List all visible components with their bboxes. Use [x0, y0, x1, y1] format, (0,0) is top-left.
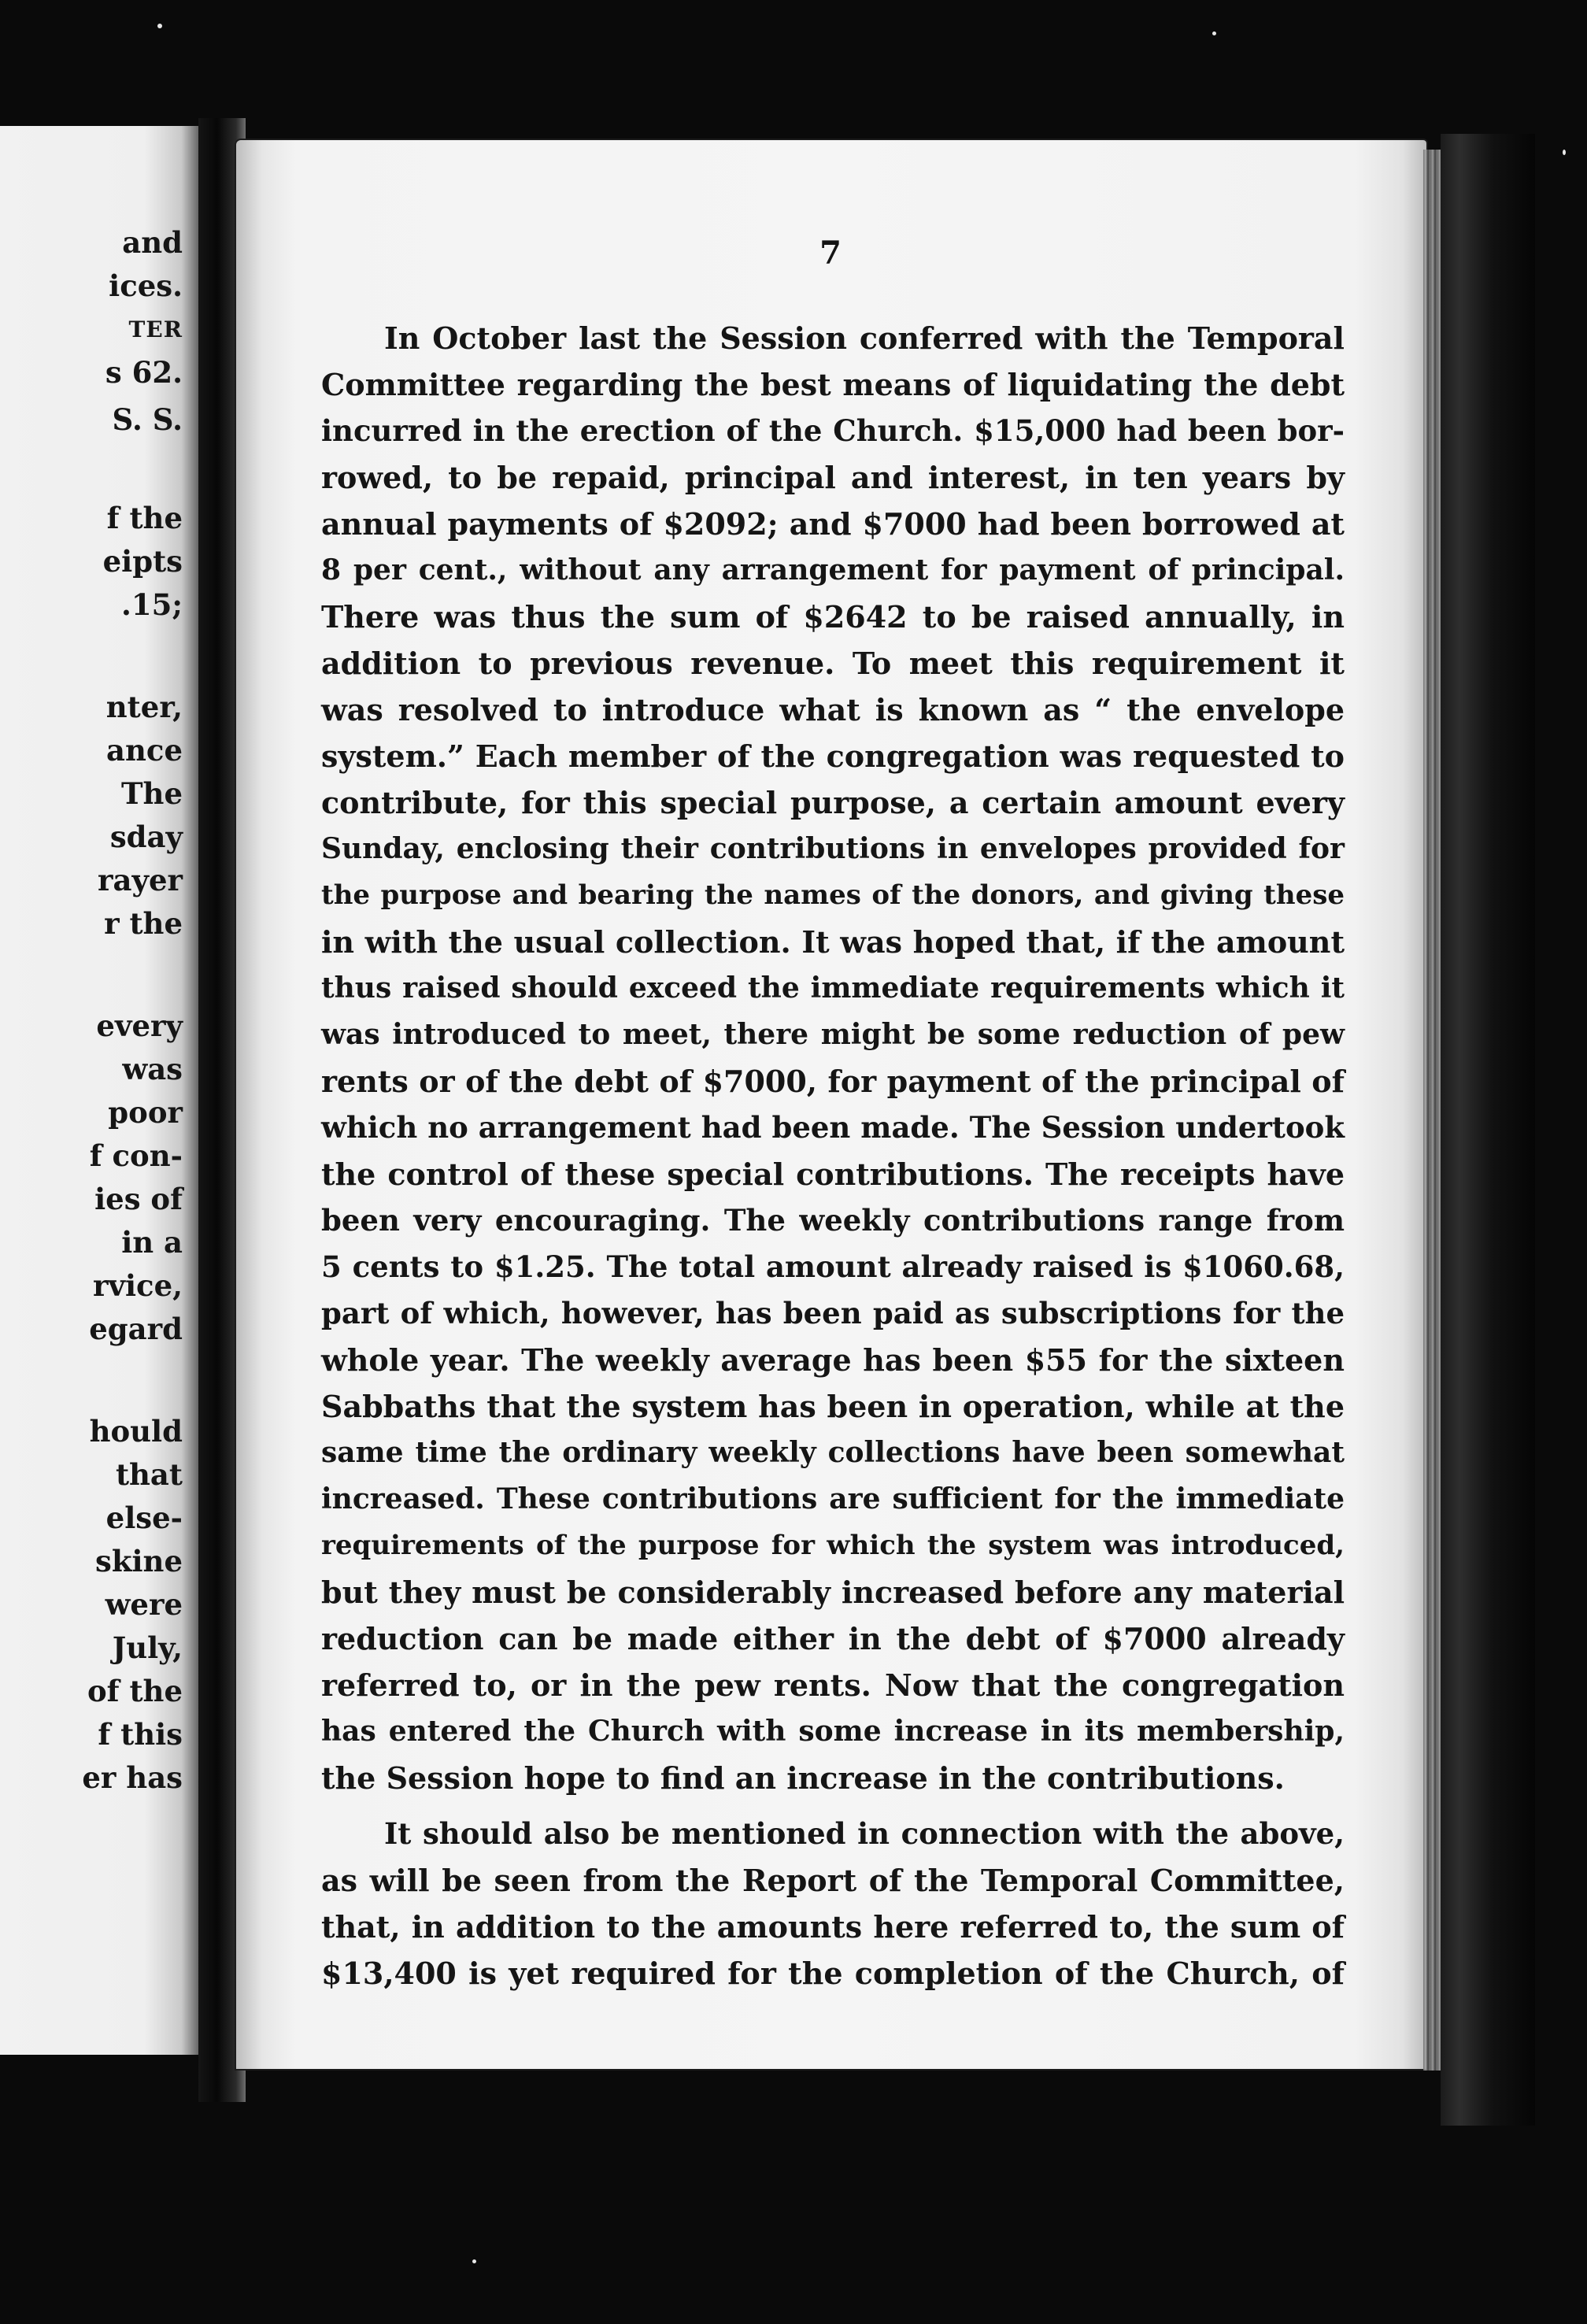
text-line: 5 cents to $1.25. The total amount already raised is $1060.68,: [321, 1249, 1345, 1284]
previous-page-text-fragment: S. S.: [112, 402, 183, 437]
scan-speck: [1212, 31, 1216, 35]
previous-page-text-fragment: nter,: [105, 690, 183, 724]
text-line: whole year. The weekly average has been $55 for the sixteen: [321, 1342, 1345, 1378]
text-line: which no arrangement had been made. The Session undertook: [321, 1110, 1345, 1145]
previous-page-text-fragment: July,: [112, 1630, 183, 1665]
previous-page-text-fragment: of the: [87, 1674, 183, 1708]
previous-page-text-fragment: TER: [128, 316, 183, 342]
body-text: [321, 315, 1345, 1996]
text-line: part of which, however, has been paid as subscriptions for the: [321, 1296, 1345, 1330]
text-line: referred to, or in the pew rents. Now that the congregation: [321, 1667, 1345, 1703]
scan-speck: [1563, 150, 1566, 155]
previous-page-text-fragment: were: [105, 1587, 183, 1622]
text-line: system.” Each member of the congregation was requested to: [321, 738, 1345, 774]
previous-page-text-fragment: .15;: [120, 587, 183, 622]
previous-page-text-fragment: f con-: [89, 1138, 183, 1173]
scan-speck: [472, 2259, 476, 2263]
paragraph-gap: [321, 1801, 1345, 1811]
text-line: Sunday, enclosing their contributions in envelopes provided for: [321, 832, 1345, 865]
previous-page-text-fragment: was: [122, 1052, 183, 1086]
previous-page-text-fragment: s 62.: [105, 355, 183, 390]
text-line: was introduced to meet, there might be some reduction of pew: [321, 1018, 1345, 1051]
text-line: In October last the Session conferred with the Temporal: [384, 320, 1345, 356]
text-line: in with the usual collection. It was hoped that, if the amount: [321, 924, 1345, 960]
text-line: thus raised should exceed the immediate requirements which it: [321, 971, 1345, 1005]
text-line: It should also be mentioned in connection with the above,: [384, 1816, 1345, 1851]
previous-page-text-fragment: rayer: [97, 863, 183, 897]
previous-page-text-fragment: eipts: [102, 544, 183, 579]
text-line: increased. These contributions are sufficient for the immediate: [321, 1482, 1345, 1515]
text-line: the Session hope to find an increase in the contributions.: [321, 1760, 1285, 1796]
previous-page-text-fragment: ices.: [109, 268, 183, 303]
text-line: Committee regarding the best means of liquidating the debt: [321, 367, 1345, 402]
text-line: Sabbaths that the system has been in operation, while at the: [321, 1389, 1345, 1424]
previous-page-text-fragment: and: [122, 225, 183, 260]
text-line: reduction can be made either in the debt of $7000 already: [321, 1621, 1345, 1656]
previous-page-text-fragment: er has: [82, 1760, 183, 1795]
previous-page-text-fragment: r the: [104, 906, 183, 941]
text-line: the purpose and bearing the names of the donors, and giving these: [321, 879, 1345, 911]
text-line: that, in addition to the amounts here referred to, the sum of: [321, 1909, 1345, 1945]
book-cover-edge: [1441, 134, 1535, 2126]
previous-page-fragment: [0, 126, 206, 2055]
previous-page-text-fragment: else-: [105, 1501, 183, 1535]
previous-page-text-fragment: The: [121, 776, 183, 811]
text-line: has entered the Church with some increase in its membership,: [321, 1715, 1345, 1748]
text-line: as will be seen from the Report of the Temporal Committee,: [321, 1863, 1345, 1898]
previous-page-text-fragment: f this: [98, 1717, 183, 1752]
text-line: was resolved to introduce what is known as “ the envelope: [321, 692, 1345, 727]
previous-page-text-fragment: ies of: [94, 1182, 183, 1216]
text-line: 8 per cent., without any arrangement for payment of principal.: [321, 553, 1345, 587]
previous-page-text-fragment: skine: [95, 1544, 183, 1578]
text-line: $13,400 is yet required for the completion of the Church, of: [321, 1956, 1345, 1991]
text-line: rowed, to be repaid, principal and interest, in ten years by: [321, 460, 1345, 495]
previous-page-text-fragment: f the: [106, 501, 183, 535]
previous-page-text-fragment: poor: [108, 1095, 183, 1130]
previous-page-text-fragment: sday: [109, 820, 183, 854]
previous-page-text-fragment: ance: [106, 733, 183, 768]
text-line: incurred in the erection of the Church. $15,000 had been bor-: [321, 413, 1345, 448]
text-line: annual payments of $2092; and $7000 had been borrowed at: [321, 506, 1345, 542]
previous-page-text-fragment: that: [115, 1457, 183, 1492]
previous-page-text-fragment: every: [96, 1008, 183, 1043]
text-line: There was thus the sum of $2642 to be raised annually, in: [321, 599, 1345, 635]
text-line: same time the ordinary weekly collections have been somewhat: [321, 1436, 1345, 1469]
previous-page-text-fragment: in a: [121, 1225, 183, 1260]
previous-page-text-fragment: egard: [89, 1312, 183, 1346]
text-line: the control of these special contributions. The receipts have: [321, 1156, 1345, 1192]
text-line: rents or of the debt of $7000, for payment of the principal of: [321, 1064, 1345, 1099]
previous-page-text-fragment: rvice,: [93, 1268, 183, 1303]
scan-speck: [157, 24, 162, 28]
page-number: 7: [819, 235, 842, 272]
text-line: been very encouraging. The weekly contributions range from: [321, 1203, 1345, 1238]
text-line: contribute, for this special purpose, a certain amount every: [321, 785, 1345, 820]
text-line: requirements of the purpose for which the system was introduced,: [321, 1530, 1345, 1561]
previous-page-text-fragment: hould: [89, 1414, 183, 1449]
text-line: addition to previous revenue. To meet this requirement it: [321, 646, 1345, 681]
text-line: but they must be considerably increased before any material: [321, 1575, 1345, 1610]
